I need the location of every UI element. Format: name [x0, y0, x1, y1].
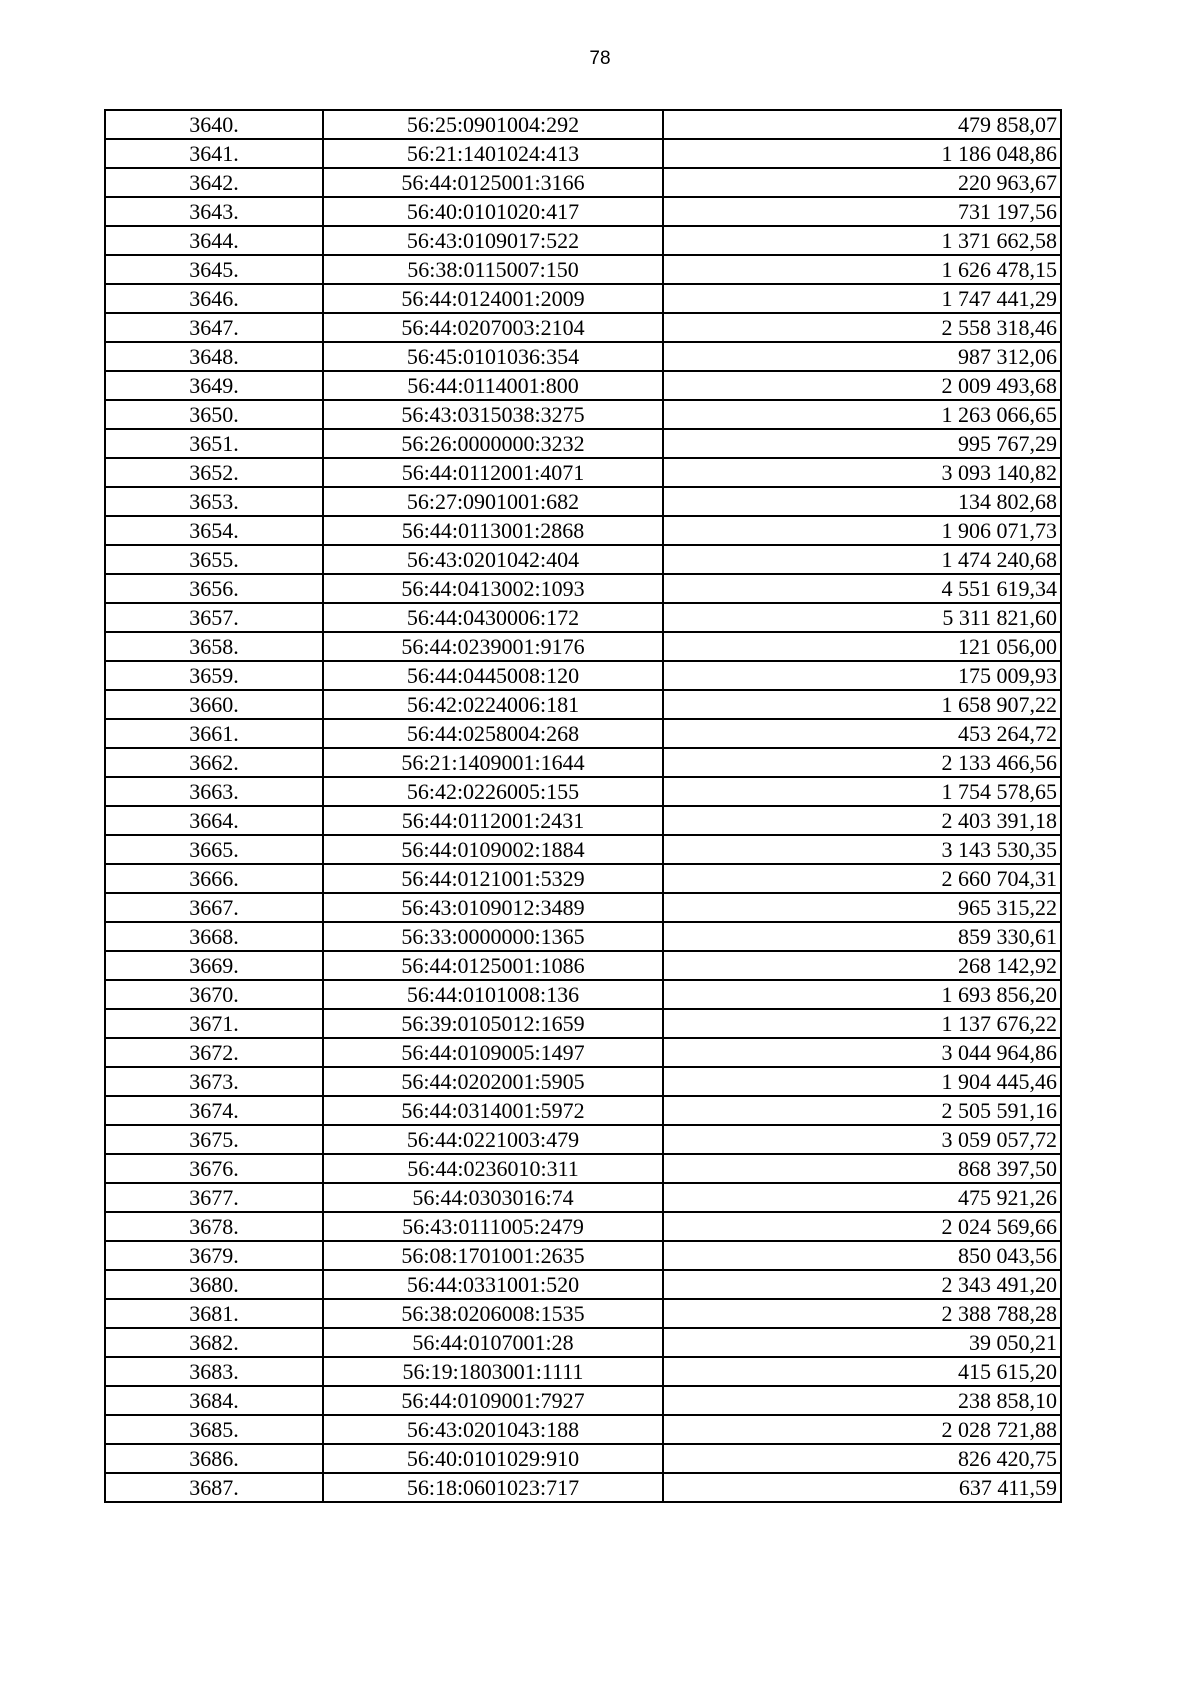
cadastral-number-cell: 56:44:0207003:2104 [323, 313, 663, 342]
table-body [105, 110, 1061, 1502]
table-row [105, 487, 1061, 516]
cadastral-number-cell: 56:44:0258004:268 [323, 719, 663, 748]
cadastral-value-cell: 3 093 140,82 [663, 458, 1061, 487]
cadastral-number-cell: 56:44:0413002:1093 [323, 574, 663, 603]
cadastral-number-cell: 56:44:0109005:1497 [323, 1038, 663, 1067]
cadastral-value-cell: 868 397,50 [663, 1154, 1061, 1183]
cadastral-value-cell: 39 050,21 [663, 1328, 1061, 1357]
cadastral-number-cell: 56:33:0000000:1365 [323, 922, 663, 951]
cadastral-number-cell: 56:44:0202001:5905 [323, 1067, 663, 1096]
row-number-cell: 3670. [105, 980, 323, 1009]
row-number-cell: 3657. [105, 603, 323, 632]
table-row [105, 139, 1061, 168]
cadastral-value-cell: 2 343 491,20 [663, 1270, 1061, 1299]
cadastral-number-cell: 56:44:0239001:9176 [323, 632, 663, 661]
table-row [105, 719, 1061, 748]
cadastral-number-cell: 56:44:0121001:5329 [323, 864, 663, 893]
cadastral-value-cell: 2 133 466,56 [663, 748, 1061, 777]
cadastral-value-cell: 175 009,93 [663, 661, 1061, 690]
table-row [105, 371, 1061, 400]
table-row [105, 777, 1061, 806]
cadastral-number-cell: 56:44:0113001:2868 [323, 516, 663, 545]
row-number-cell: 3681. [105, 1299, 323, 1328]
table-row [105, 864, 1061, 893]
row-number-cell: 3650. [105, 400, 323, 429]
row-number-cell: 3653. [105, 487, 323, 516]
cadastral-number-cell: 56:08:1701001:2635 [323, 1241, 663, 1270]
table-row [105, 516, 1061, 545]
row-number-cell: 3675. [105, 1125, 323, 1154]
row-number-cell: 3671. [105, 1009, 323, 1038]
table-row [105, 1009, 1061, 1038]
row-number-cell: 3658. [105, 632, 323, 661]
table-row [105, 632, 1061, 661]
cadastral-value-cell: 479 858,07 [663, 110, 1061, 139]
cadastral-value-cell: 3 044 964,86 [663, 1038, 1061, 1067]
table-row [105, 1067, 1061, 1096]
cadastral-value-cell: 1 474 240,68 [663, 545, 1061, 574]
cadastral-value-cell: 1 371 662,58 [663, 226, 1061, 255]
cadastral-number-cell: 56:44:0114001:800 [323, 371, 663, 400]
cadastral-number-cell: 56:44:0101008:136 [323, 980, 663, 1009]
cadastral-value-cell: 1 626 478,15 [663, 255, 1061, 284]
cadastral-number-cell: 56:44:0112001:4071 [323, 458, 663, 487]
table-row [105, 1415, 1061, 1444]
cadastral-number-cell: 56:44:0124001:2009 [323, 284, 663, 313]
cadastral-number-cell: 56:44:0236010:311 [323, 1154, 663, 1183]
cadastral-number-cell: 56:25:0901004:292 [323, 110, 663, 139]
table-row [105, 400, 1061, 429]
cadastral-value-cell: 238 858,10 [663, 1386, 1061, 1415]
cadastral-number-cell: 56:44:0125001:3166 [323, 168, 663, 197]
cadastral-value-cell: 987 312,06 [663, 342, 1061, 371]
row-number-cell: 3678. [105, 1212, 323, 1241]
table-row [105, 1299, 1061, 1328]
table-row [105, 1386, 1061, 1415]
row-number-cell: 3685. [105, 1415, 323, 1444]
row-number-cell: 3667. [105, 893, 323, 922]
cadastral-value-cell: 2 660 704,31 [663, 864, 1061, 893]
table-row [105, 1038, 1061, 1067]
row-number-cell: 3672. [105, 1038, 323, 1067]
table-row [105, 661, 1061, 690]
cadastral-value-cell: 965 315,22 [663, 893, 1061, 922]
cadastral-number-cell: 56:44:0303016:74 [323, 1183, 663, 1212]
cadastral-value-cell: 637 411,59 [663, 1473, 1061, 1502]
cadastral-value-cell: 850 043,56 [663, 1241, 1061, 1270]
cadastral-value-cell: 415 615,20 [663, 1357, 1061, 1386]
row-number-cell: 3669. [105, 951, 323, 980]
row-number-cell: 3644. [105, 226, 323, 255]
table-row [105, 1096, 1061, 1125]
table-row [105, 1154, 1061, 1183]
cadastral-value-cell: 731 197,56 [663, 197, 1061, 226]
cadastral-value-cell: 2 009 493,68 [663, 371, 1061, 400]
cadastral-number-cell: 56:43:0201042:404 [323, 545, 663, 574]
cadastral-value-cell: 995 767,29 [663, 429, 1061, 458]
cadastral-number-cell: 56:42:0224006:181 [323, 690, 663, 719]
cadastral-number-cell: 56:39:0105012:1659 [323, 1009, 663, 1038]
table-row [105, 1183, 1061, 1212]
cadastral-value-cell: 1 747 441,29 [663, 284, 1061, 313]
cadastral-number-cell: 56:43:0111005:2479 [323, 1212, 663, 1241]
row-number-cell: 3684. [105, 1386, 323, 1415]
table-row [105, 1241, 1061, 1270]
cadastral-value-cell: 3 143 530,35 [663, 835, 1061, 864]
page-number: 78 [589, 48, 611, 69]
row-number-cell: 3665. [105, 835, 323, 864]
cadastral-number-cell: 56:21:1401024:413 [323, 139, 663, 168]
cadastral-number-cell: 56:38:0206008:1535 [323, 1299, 663, 1328]
table-row [105, 1328, 1061, 1357]
cadastral-value-cell: 268 142,92 [663, 951, 1061, 980]
table-row [105, 429, 1061, 458]
table-row [105, 342, 1061, 371]
cadastral-value-cell: 2 388 788,28 [663, 1299, 1061, 1328]
table-row [105, 458, 1061, 487]
row-number-cell: 3673. [105, 1067, 323, 1096]
row-number-cell: 3666. [105, 864, 323, 893]
table-row [105, 690, 1061, 719]
row-number-cell: 3647. [105, 313, 323, 342]
cadastral-number-cell: 56:43:0109012:3489 [323, 893, 663, 922]
cadastral-number-cell: 56:19:1803001:1111 [323, 1357, 663, 1386]
cadastral-value-cell: 1 186 048,86 [663, 139, 1061, 168]
cadastral-value-cell: 1 658 907,22 [663, 690, 1061, 719]
row-number-cell: 3656. [105, 574, 323, 603]
cadastral-number-cell: 56:44:0331001:520 [323, 1270, 663, 1299]
row-number-cell: 3654. [105, 516, 323, 545]
row-number-cell: 3661. [105, 719, 323, 748]
row-number-cell: 3641. [105, 139, 323, 168]
cadastral-value-cell: 2 505 591,16 [663, 1096, 1061, 1125]
table-row [105, 255, 1061, 284]
row-number-cell: 3687. [105, 1473, 323, 1502]
row-number-cell: 3643. [105, 197, 323, 226]
cadastral-number-cell: 56:43:0315038:3275 [323, 400, 663, 429]
cadastral-value-cell: 475 921,26 [663, 1183, 1061, 1212]
row-number-cell: 3655. [105, 545, 323, 574]
table-row [105, 313, 1061, 342]
cadastral-number-cell: 56:44:0430006:172 [323, 603, 663, 632]
cadastral-number-cell: 56:43:0109017:522 [323, 226, 663, 255]
row-number-cell: 3659. [105, 661, 323, 690]
cadastral-number-cell: 56:40:0101020:417 [323, 197, 663, 226]
cadastral-value-cell: 859 330,61 [663, 922, 1061, 951]
row-number-cell: 3646. [105, 284, 323, 313]
cadastral-value-cell: 2 024 569,66 [663, 1212, 1061, 1241]
table-row [105, 922, 1061, 951]
cadastral-value-cell: 2 403 391,18 [663, 806, 1061, 835]
row-number-cell: 3645. [105, 255, 323, 284]
cadastral-number-cell: 56:18:0601023:717 [323, 1473, 663, 1502]
row-number-cell: 3651. [105, 429, 323, 458]
row-number-cell: 3662. [105, 748, 323, 777]
table-row [105, 545, 1061, 574]
row-number-cell: 3652. [105, 458, 323, 487]
cadastral-value-cell: 1 904 445,46 [663, 1067, 1061, 1096]
cadastral-value-cell: 2 558 318,46 [663, 313, 1061, 342]
table-row [105, 197, 1061, 226]
cadastral-number-cell: 56:44:0112001:2431 [323, 806, 663, 835]
cadastral-value-cell: 1 906 071,73 [663, 516, 1061, 545]
row-number-cell: 3674. [105, 1096, 323, 1125]
cadastral-value-cell: 4 551 619,34 [663, 574, 1061, 603]
table-row [105, 226, 1061, 255]
cadastral-number-cell: 56:43:0201043:188 [323, 1415, 663, 1444]
cadastral-number-cell: 56:44:0107001:28 [323, 1328, 663, 1357]
cadastral-value-cell: 121 056,00 [663, 632, 1061, 661]
table-row [105, 603, 1061, 632]
cadastral-number-cell: 56:45:0101036:354 [323, 342, 663, 371]
cadastral-value-cell: 826 420,75 [663, 1444, 1061, 1473]
row-number-cell: 3642. [105, 168, 323, 197]
row-number-cell: 3680. [105, 1270, 323, 1299]
cadastral-value-cell: 5 311 821,60 [663, 603, 1061, 632]
row-number-cell: 3676. [105, 1154, 323, 1183]
cadastral-number-cell: 56:42:0226005:155 [323, 777, 663, 806]
row-number-cell: 3686. [105, 1444, 323, 1473]
cadastral-number-cell: 56:44:0314001:5972 [323, 1096, 663, 1125]
cadastral-number-cell: 56:40:0101029:910 [323, 1444, 663, 1473]
table-row [105, 893, 1061, 922]
table-row [105, 1357, 1061, 1386]
cadastral-value-cell: 3 059 057,72 [663, 1125, 1061, 1154]
cadastral-number-cell: 56:44:0221003:479 [323, 1125, 663, 1154]
cadastral-value-cell: 453 264,72 [663, 719, 1061, 748]
cadastral-value-cell: 1 137 676,22 [663, 1009, 1061, 1038]
table-row [105, 1125, 1061, 1154]
table-row [105, 1270, 1061, 1299]
row-number-cell: 3664. [105, 806, 323, 835]
table-row [105, 980, 1061, 1009]
cadastral-value-table [104, 109, 1062, 1503]
row-number-cell: 3663. [105, 777, 323, 806]
cadastral-value-cell: 1 693 856,20 [663, 980, 1061, 1009]
table-row [105, 168, 1061, 197]
cadastral-number-cell: 56:27:0901001:682 [323, 487, 663, 516]
table-row [105, 1444, 1061, 1473]
cadastral-number-cell: 56:44:0109002:1884 [323, 835, 663, 864]
cadastral-number-cell: 56:44:0109001:7927 [323, 1386, 663, 1415]
table-row [105, 748, 1061, 777]
table-row [105, 284, 1061, 313]
cadastral-number-cell: 56:44:0445008:120 [323, 661, 663, 690]
cadastral-value-cell: 220 963,67 [663, 168, 1061, 197]
table-row [105, 951, 1061, 980]
table-row [105, 835, 1061, 864]
row-number-cell: 3660. [105, 690, 323, 719]
cadastral-value-cell: 2 028 721,88 [663, 1415, 1061, 1444]
row-number-cell: 3649. [105, 371, 323, 400]
cadastral-value-cell: 134 802,68 [663, 487, 1061, 516]
table-row [105, 1212, 1061, 1241]
table-row [105, 574, 1061, 603]
row-number-cell: 3682. [105, 1328, 323, 1357]
cadastral-number-cell: 56:21:1409001:1644 [323, 748, 663, 777]
row-number-cell: 3648. [105, 342, 323, 371]
cadastral-number-cell: 56:44:0125001:1086 [323, 951, 663, 980]
cadastral-number-cell: 56:26:0000000:3232 [323, 429, 663, 458]
cadastral-value-cell: 1 754 578,65 [663, 777, 1061, 806]
row-number-cell: 3683. [105, 1357, 323, 1386]
row-number-cell: 3668. [105, 922, 323, 951]
row-number-cell: 3679. [105, 1241, 323, 1270]
cadastral-number-cell: 56:38:0115007:150 [323, 255, 663, 284]
table-row [105, 806, 1061, 835]
row-number-cell: 3677. [105, 1183, 323, 1212]
table-row [105, 110, 1061, 139]
table-row [105, 1473, 1061, 1502]
cadastral-value-cell: 1 263 066,65 [663, 400, 1061, 429]
row-number-cell: 3640. [105, 110, 323, 139]
